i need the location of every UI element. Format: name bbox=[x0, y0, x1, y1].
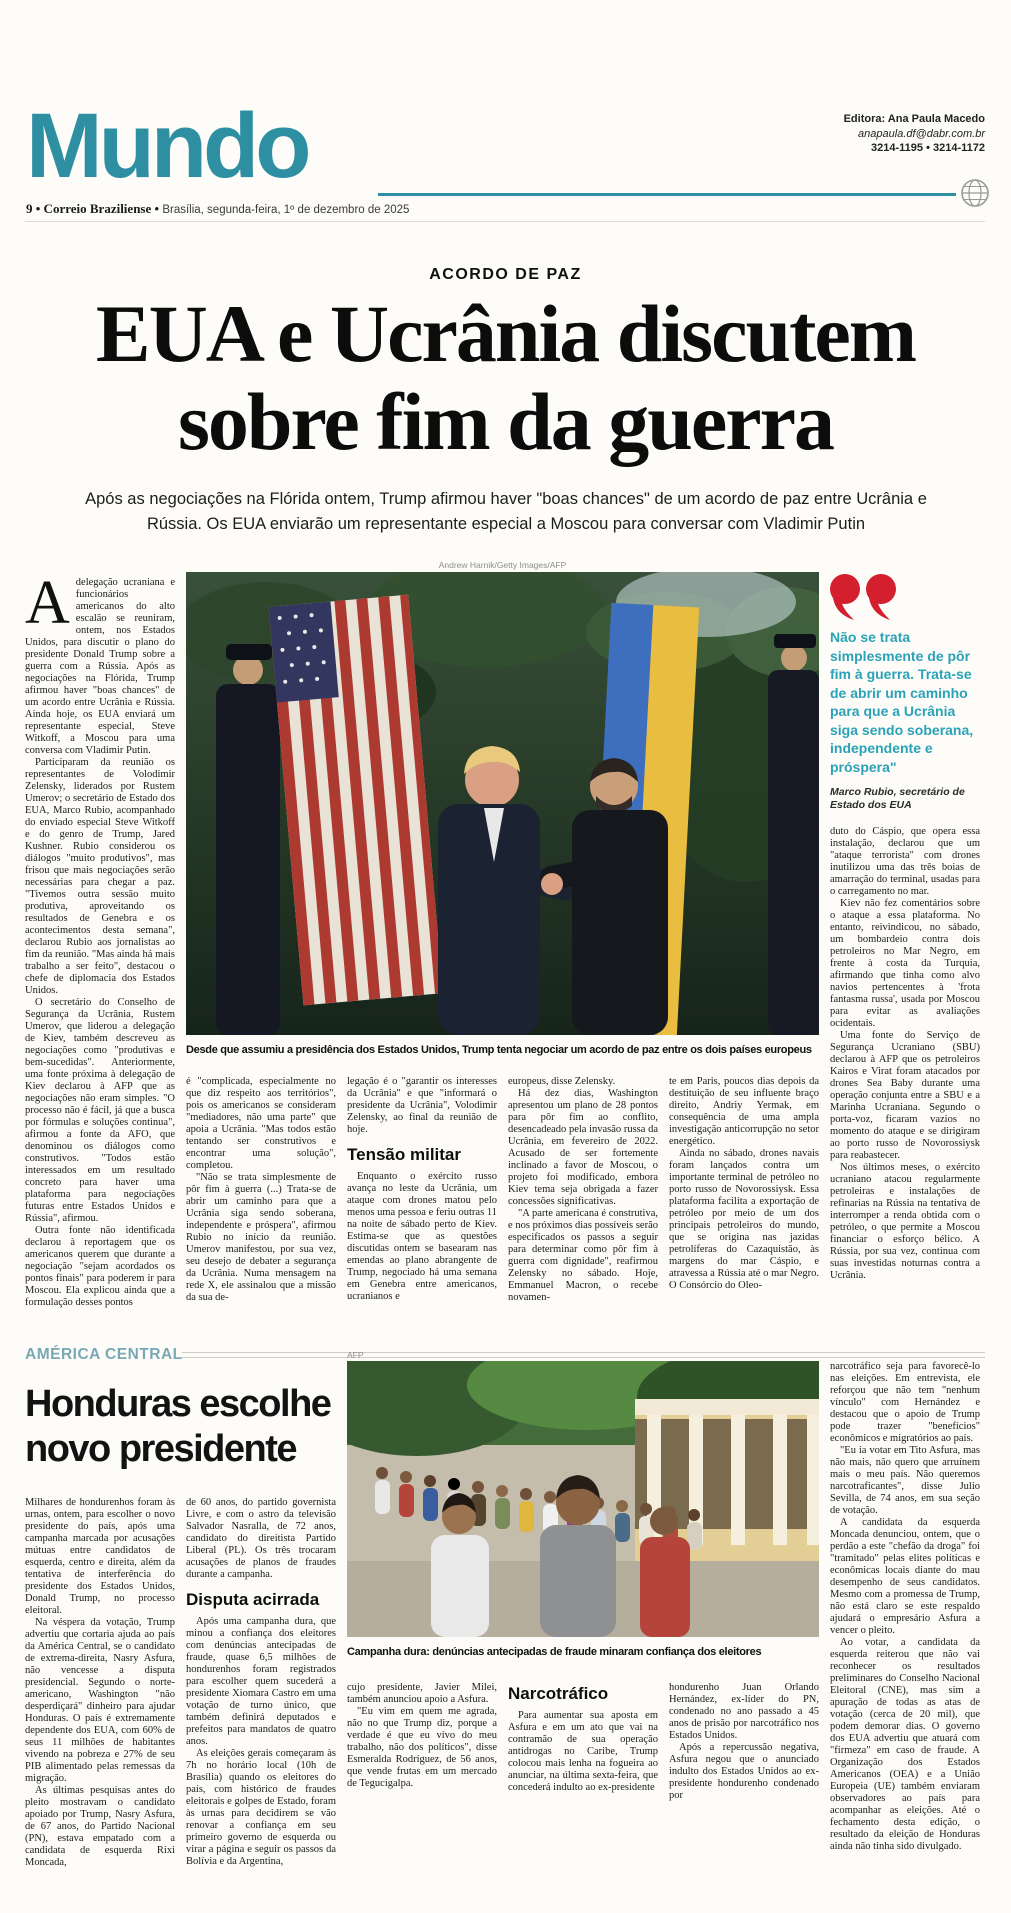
article-paragraph: Enquanto o exército russo avança no leste da Ucrânia, um ataque com drones matou pelo menos uma pessoa e feriu outras 11 na noite de sábado perto de Kiev. Estima-se que as questões discutidas ontem se basearam nas emendas ao plano abrangente de Trump, negociado há uma semana em Genebra entre americanos, ucranianos e bbox=[347, 1171, 497, 1302]
article-paragraph: europeus, disse Zelensky. bbox=[508, 1076, 616, 1087]
main-photo-caption: Desde que assumiu a presidência dos Estados Unidos, Trump tenta negociar um acordo de paz entre os dois países europeus bbox=[186, 1044, 812, 1056]
subhead-tensao-militar: Tensão militar bbox=[347, 1145, 461, 1164]
header-hairline bbox=[25, 221, 985, 222]
article-paragraph: Após a repercussão negativa, Asfura negou que o anunciado indulto dos Estados Unidos ao ex-presidente hondurenho condenado por bbox=[669, 1742, 819, 1801]
pull-quote: Não se trata simplesmente de pôr fim à guerra. Trata-se de abrir um caminho para que a Ucrânia siga sendo soberana, independente e próspera" bbox=[830, 629, 974, 775]
main-photo bbox=[186, 572, 819, 1035]
honor-guard-left bbox=[216, 644, 280, 1035]
article-paragraph: é "complicada, especialmente no que diz respeito aos territórios", pois os americanos se consideram "mediadores, não uma parte" que apoia a Ucrânia. "Mas todos estão tentando ser construtivos e encontrar uma solução", completou. bbox=[186, 1076, 336, 1171]
main-column-6 bbox=[830, 572, 980, 1344]
main-column-3 bbox=[347, 1076, 497, 1342]
section-rule bbox=[378, 193, 956, 196]
honduras-photo-caption: Campanha dura: denúncias antecipadas de fraude minaram confiança dos eleitores bbox=[347, 1646, 762, 1658]
article-paragraph: legação é o "garantir os interesses da Ucrânia" e que "informará o presidente da Ucrânia", Volodimir Zelensky, ao final da reunião de hoje. bbox=[347, 1076, 497, 1135]
honduras-column-3 bbox=[347, 1682, 497, 1910]
article-paragraph: As eleições gerais começaram às 7h no horário local (10h de Brasília) quando os eleitores do país, com histórico de fraudes eleitorais e golpes de Estado, foram às urnas para decidirem se vão renovar a confiança em seu primeiro governo de esquerda ou virar a página e seguir os passos da Bolívia e da Argentina, bbox=[186, 1748, 336, 1867]
globe-icon bbox=[960, 178, 990, 208]
subhead-narcotrafico: Narcotráfico bbox=[508, 1684, 609, 1703]
folio-paper: 9 • Correio Braziliense • bbox=[26, 201, 163, 216]
honduras-column-4 bbox=[508, 1682, 658, 1910]
article-paragraph: Kiev não fez comentários sobre o ataque a essa plataforma. No entanto, reivindicou, no sábado, um bombardeio contra dois petroleiros no Mar Negro, em frente à costa da Turquia, afirmando que tinha como alvo navios pertencentes à 'frota fantasma russa', usada por Moscou para evitar as avaliações ocidentais. bbox=[830, 898, 980, 1029]
quotation-marks-icon bbox=[830, 574, 898, 620]
article-paragraph: A candidata da esquerda Moncada denunciou, ontem, que o perdão a este "chefão da droga" foi "tramitado" pelas elites políticas e econômicas locais diante do mau desempenho de seus candidatos. Mesmo com a promessa de Trump, não está claro se este respaldo ajudará o empresário Asfura a vencer o pleito. bbox=[830, 1517, 980, 1636]
article-paragraph: cujo presidente, Javier Milei, também anunciou apoio a Asfura. bbox=[347, 1682, 497, 1705]
article-paragraph: As últimas pesquisas antes do pleito mostravam o candidato apoiado por Trump, Nasry Asfura, de 67 anos, do Partido Nacional (PN), estava empatado com a candidata de esquerda Rixi Moncada, bbox=[25, 1785, 175, 1868]
article-paragraph: Adelegação ucraniana e funcionários americanos do alto escalão se reuniram, ontem, nos Estados Unidos, para discutir o plano do presidente Donald Trump sobre a guerra com a Rússia. Após as negociações na Flórida, Trump afirmou haver "boas chances" de um acordo entre Ucrânia e Rússia. Ainda hoje, os EUA enviará um representante especial, Steve Witkoff, a Moscou para uma conversa com Vladimir Putin. bbox=[25, 577, 175, 756]
article-paragraph: "Eu ia votar em Tito Asfura, mas não mais, não quero que arruínem mais o meu país. Não queremos narcotraficantes", disse Julio Sevilla, de 74 anos, em sua seção de votação. bbox=[830, 1445, 980, 1516]
article-paragraph: Após uma campanha dura, que minou a confiança dos eleitores com denúncias antecipadas de fraude, quase 6,5 milhões de hondurenhos foram registrados para escolher quem sucederá a presidente Xiomara Castro em uma votação de turno único, que também definirá deputados e prefeitos para mandatos de quatro anos. bbox=[186, 1616, 336, 1747]
main-deck: Após as negociações na Flórida ontem, Trump afirmou haver "boas chances" de um acordo de paz entre Ucrânia e Rússia. Os EUA enviarão um representante especial a Moscou para conversar com Vladimir Putin bbox=[85, 490, 927, 533]
article-paragraph: O secretário do Conselho de Segurança da Ucrânia, Rustem Umerov, que liderou a delegação de Kiev, também descreveu as negociações como "produtivas e bem-sucedidas". Anteriormente, uma fonte próxima à delegação de Kiev declarou à AFP que as negociações não eram simples. "O processo não é fácil, já que a busca por fórmulas e soluções continua", afirmou a fonte da AFO, que denominou os diálogos como construtivos. "Todos estão interessados em um resultado concreto para haver uma plataforma para negociações futuras entre Estados Unidos e Rússia", afirmou. bbox=[25, 997, 175, 1224]
article-paragraph: Na véspera da votação, Trump advertiu que cortaria ajuda ao país da América Central, se o candidato de extrema-direita, Nasry Asfura, não vencesse a disputa presidencial. Segundo o norte-americano, Washington "não desperdiçará" dinheiro para ajudar Honduras. O país é extremamente dependente dos EUA, com 60% de seus 11 milhões de habitantes vivendo na pobreza e 27% de seu PIB alimentado pelas remessas da migração. bbox=[25, 1617, 175, 1784]
main-column-1 bbox=[25, 577, 175, 1337]
honduras-headline: Honduras escolhe novo presidente bbox=[25, 1383, 331, 1470]
article-paragraph: narcotráfico seja para favorecê-lo nas eleições. Em entrevista, ele reforçou que não tem "nenhum vínculo" com Hernández e destacou que o apoio de Trump pode trazer "benefícios" econômicos e migratórios ao país. bbox=[830, 1361, 980, 1444]
honor-guard-right bbox=[768, 634, 819, 1035]
article-paragraph: Ainda no sábado, drones navais foram lançados contra um importante terminal de petróleo no porto russo de Novorossiysk. Essa plataforma facilita a exportação de petróleo por meio de um dos principais petroleiros do mundo, que se origina nas jazidas petrolíferas do Cazaquistão, às margens do mar Cáspio, e atravessa a Rússia até o mar Negro. O Consórcio do Oleo- bbox=[669, 1148, 819, 1291]
honduras-photo bbox=[347, 1361, 819, 1637]
honduras-column-5 bbox=[669, 1682, 819, 1910]
honduras-column-1 bbox=[25, 1497, 175, 1879]
article-paragraph: Ao votar, a candidata da esquerda reiterou que não vai reconhecer os resultados preliminares do Conselho Nacional Eleitoral (CNE), mas sim a apuração de todas as atas de votação (cerca de 20 mil), que podem demorar dias. O governo dos EUA advertiu que atuará com "firmeza" em caso de fraude. A Organização dos Estados Americanos (OEA) e a União Europeia (UE) também enviaram observadores ao país para acompanhar as eleições. Até o fechamento desta edição, o resultado da eleição de Honduras ainda não tinha sido divulgado. bbox=[830, 1637, 980, 1852]
editor-name: Editora: Ana Paula Macedo bbox=[843, 113, 985, 125]
article-paragraph: te em Paris, poucos dias depois da destituição de seu influente braço direito, Andriy Yermak, em consequência de uma ampla investigação anticorrupção no setor energético. bbox=[669, 1076, 819, 1147]
main-headline-line1: EUA e Ucrânia discutem bbox=[95, 288, 916, 379]
handshake bbox=[541, 873, 563, 895]
article-paragraph: Para aumentar sua aposta em Asfura e em um ato que vai na contramão de sua operação antidrogas no Caribe, Trump colocou mais lenha na fogueira ao anunciar, na última sexta-feira, que concederá indulto ao ex-presidente bbox=[508, 1710, 658, 1793]
honduras-column-6 bbox=[830, 1361, 980, 1909]
article-paragraph: Nos últimos meses, o exército ucraniano atacou regularmente petroleiras e instalações de refinarias na Rússia na tentativa de interromper a renda obtida com o petróleo, o que permite a Moscou financiar o esforço bélico. A Rússia, por sua vez, continua com suas investidas noturnas contra a Ucrânia. bbox=[830, 1162, 980, 1281]
section-title: Mundo bbox=[26, 95, 308, 197]
pull-quote-attribution: Marco Rubio, secretário de Estado dos EUA bbox=[830, 786, 965, 811]
main-headline bbox=[0, 290, 1011, 466]
article-paragraph: Milhares de hondurenhos foram às urnas, ontem, para escolher o novo presidente do país, após uma campanha marcada por acusações mútuas entre candidatos de esquerda, centro e direita, além da tentativa de interferência do presidente dos Estados Unidos, Donald Trump, no processo eleitoral. bbox=[25, 1497, 175, 1616]
honduras-column-2 bbox=[186, 1497, 336, 1879]
honduras-photo-credit: AFP bbox=[347, 1350, 364, 1360]
main-column-5 bbox=[669, 1076, 819, 1342]
article-paragraph: "Não se trata simplesmente de pôr fim à guerra (...) Trata-se de abrir um caminho para que a Ucrânia siga sendo soberana, independente e próspera", afirmou Rubio no início da reunião. Umerov manifestou, por sua vez, seu desejo de debater a segurança da Ucrânia. Numa mensagem na rede X, ele assinalou que a missão da sua de- bbox=[186, 1172, 336, 1303]
article-paragraph: Há dez dias, Washington apresentou um plano de 28 pontos para pôr fim ao conflito, desencadeado pela invasão russa da Ucrânia, em fevereiro de 2022. Acusado de ser fortemente inclinado a favor de Moscou, o projeto foi modificado, embora Kiev tema seja obrigada a fazer concessões significativas. bbox=[508, 1088, 658, 1207]
main-column-2 bbox=[186, 1076, 336, 1342]
article-paragraph: Outra fonte não identificada declarou à reportagem que os americanos querem que durante a negociação "sejam acordados os pontos finais" para poderem ir para Moscou. Ela explicou ainda que a formulação desses pontos bbox=[25, 1225, 175, 1308]
subhead-disputa-acirrada: Disputa acirrada bbox=[186, 1590, 320, 1609]
main-photo-credit: Andrew Harnik/Getty Images/AFP bbox=[438, 560, 567, 570]
article-paragraph: duto do Cáspio, que opera essa instalação, declarou que um "ataque terrorista" com drones inutilizou uma das três boias de amarração do terminal, usadas para o carregamento no mar. bbox=[830, 826, 980, 897]
dropcap: A bbox=[25, 577, 70, 637]
section-label-america-central: AMÉRICA CENTRAL bbox=[25, 1346, 183, 1363]
editor-block bbox=[745, 112, 985, 156]
folio-line bbox=[26, 201, 409, 218]
folio-date: Brasília, segunda-feira, 1º de dezembro de 2025 bbox=[162, 204, 410, 216]
editor-phones: 3214-1195 • 3214-1172 bbox=[871, 142, 985, 154]
article-paragraph: Participaram da reunião os representantes de Volodimir Zelensky, liderados por Rustem Umerov; o secretário de Estado dos EUA, Marco Rubio, acompanhado do enviado especial Steve Witkoff e do genro de Trump, Jared Kushner. Rubio considerou os diálogos "muito produtivos", mas frisou que mais negociações serão necessárias para chegar a paz. "Tivemos outra sessão muito produtiva, aproveitando os resultados de Genebra e os acontecimentos desta semana", declarou Rubio aos jornalistas ao fim da reunião. "Mas ainda há mais trabalho a ser feito", destacou o chefe de diplomacia dos Estados Unidos. bbox=[25, 757, 175, 996]
article-paragraph: Uma fonte do Serviço de Segurança Ucraniano (SBU) declarou à AFP que os petroleiros Kairos e Virat foram atacados por drones Sea Baby durante uma operação conjunta entre a SBU e a Marinha Ucraniana. Segundo o porta-voz, ficaram vazios no momento do ataque e se dirigiram ao porto russo de Novorossiysk para reabastecer. bbox=[830, 1030, 980, 1161]
article-paragraph: hondurenho Juan Orlando Hernández, ex-líder do PN, condenado no ano passado a 45 anos de prisão por narcotráfico nos Estados Unidos. bbox=[669, 1682, 819, 1741]
main-column-4 bbox=[508, 1076, 658, 1342]
article-paragraph: "A parte americana é construtiva, e nos próximos dias possíveis serão especificados os passos a seguir para determinar como pôr fim à guerra com dignidade", reafirmou Zelensky no sábado. Hoje, Emmanuel Macron, o recebe novamen- bbox=[508, 1208, 658, 1303]
article-paragraph: "Eu vim em quem me agrada, não no que Trump diz, porque a verdade é que eu vivo do meu trabalho, não dos políticos", disse Esmeralda Rodríguez, de 56 anos, que vende frutas em um mercado de Tegucigalpa. bbox=[347, 1706, 497, 1789]
main-headline-line2: sobre fim da guerra bbox=[177, 376, 834, 467]
article-paragraph: de 60 anos, do partido governista Livre, e com o astro da televisão Salvador Nasralla, de 72 anos, candidato do direitista Partido Liberal (PL). Os três trocaram acusações de planos de fraudes durante a campanha. bbox=[186, 1497, 336, 1580]
kicker: ACORDO DE PAZ bbox=[429, 266, 582, 283]
editor-email: anapaula.df@dabr.com.br bbox=[858, 127, 985, 140]
